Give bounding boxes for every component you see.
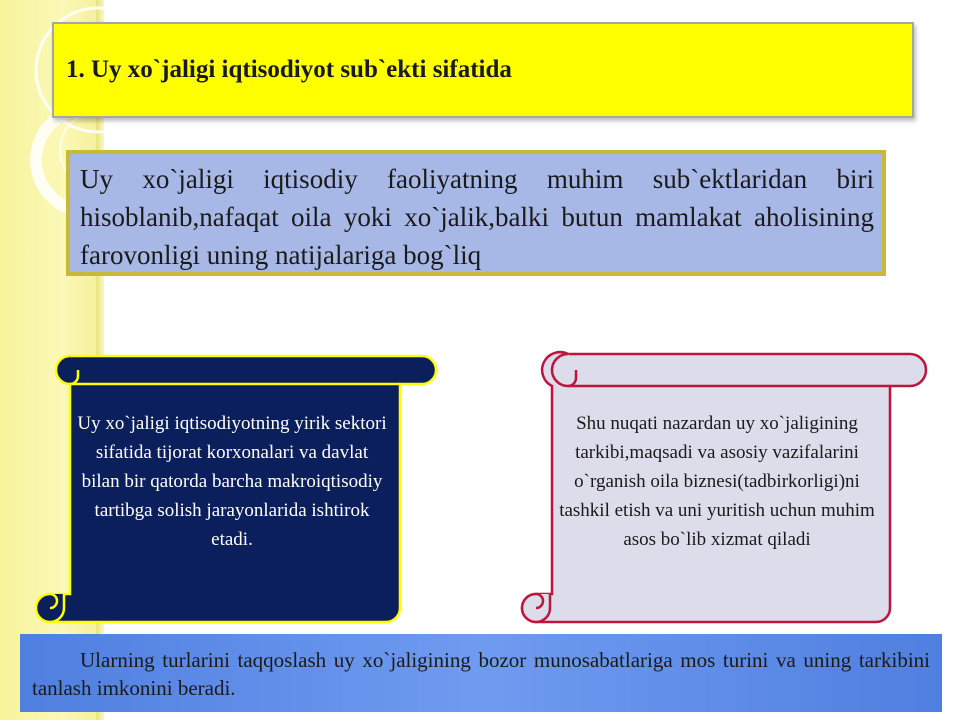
footer-banner bbox=[20, 634, 942, 712]
intro-text: Uy xo`jaligi iqtisodiy faoliyatning muhim sub`ektlaridan biri hisoblanib,nafaqat oila yoki xo`jalik,balki butun mamlakat aholisining farovonligi uning natijalariga bog`liq bbox=[80, 164, 874, 270]
footer-text: Ularning turlarini taqqoslash uy xo`jaligining bozor munosabatlariga mos turini va uning tarkibini tanlash imkonini beradi. bbox=[32, 648, 930, 700]
scroll-right-text: Shu nuqati nazardan uy xo`jaligining tarkibi,maqsadi va asosiy vazifalarini o`rganish oila biznesi(tadbirkorligi)ni tashkil etish va uni yuritish uchun muhim asos bo`lib xizmat qiladi bbox=[559, 413, 875, 550]
scroll-left-text: Uy xo`jaligi iqtisodiyotning yirik sektori sifatida tijorat korxonalari va davlat bilan bir qatorda barcha makroiqtisodiy tartibga solish jarayonlarida ishtirok etadi. bbox=[77, 413, 387, 550]
title-banner bbox=[52, 22, 914, 118]
slide-title: 1. Uy xo`jaligi iqtisodiyot sub`ekti sifatida bbox=[66, 56, 512, 83]
intro-box bbox=[66, 150, 886, 276]
